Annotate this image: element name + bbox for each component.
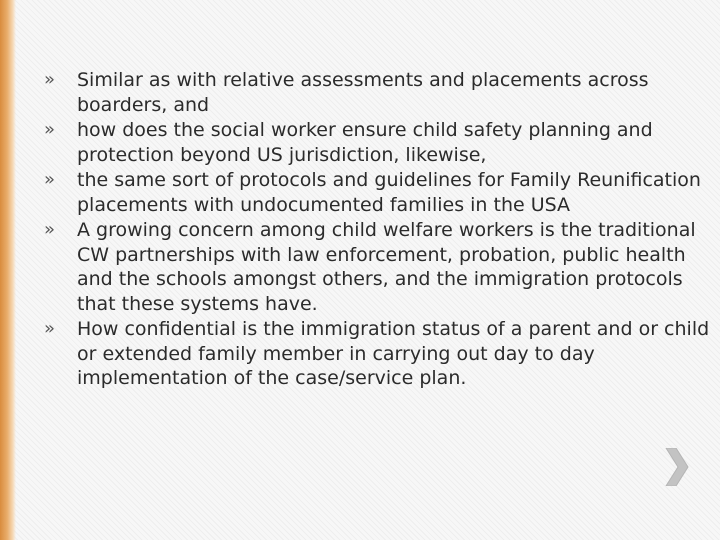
bullet-glyph: » [44, 318, 56, 339]
bullet-list [44, 68, 712, 392]
bullet-glyph: » [44, 219, 56, 240]
left-accent-bar [0, 0, 16, 540]
list-item [44, 118, 712, 167]
bullet-text: A growing concern among child welfare workers is the traditional CW partnerships with law enforcement, probation, public health and the schools amongst others, and the immigration protocols that these systems have. [77, 219, 696, 315]
chevron-right-icon[interactable] [664, 448, 690, 486]
bullet-text: the same sort of protocols and guidelines for Family Reunification placements with undocumented families in the USA [77, 169, 701, 216]
bullet-text: Similar as with relative assessments and placements across boarders, and [77, 69, 649, 116]
bullet-text: how does the social worker ensure child safety planning and protection beyond US jurisdiction, likewise, [77, 119, 653, 166]
bullet-glyph: » [44, 119, 56, 140]
bullet-glyph: » [44, 69, 56, 90]
list-item [44, 168, 712, 217]
bullet-glyph: » [44, 169, 56, 190]
list-item [44, 317, 712, 391]
bullet-text: How confidential is the immigration status of a parent and or child or extended family member in carrying out day to day implementation of the case/service plan. [77, 318, 710, 389]
list-item [44, 218, 712, 316]
list-item [44, 68, 712, 117]
